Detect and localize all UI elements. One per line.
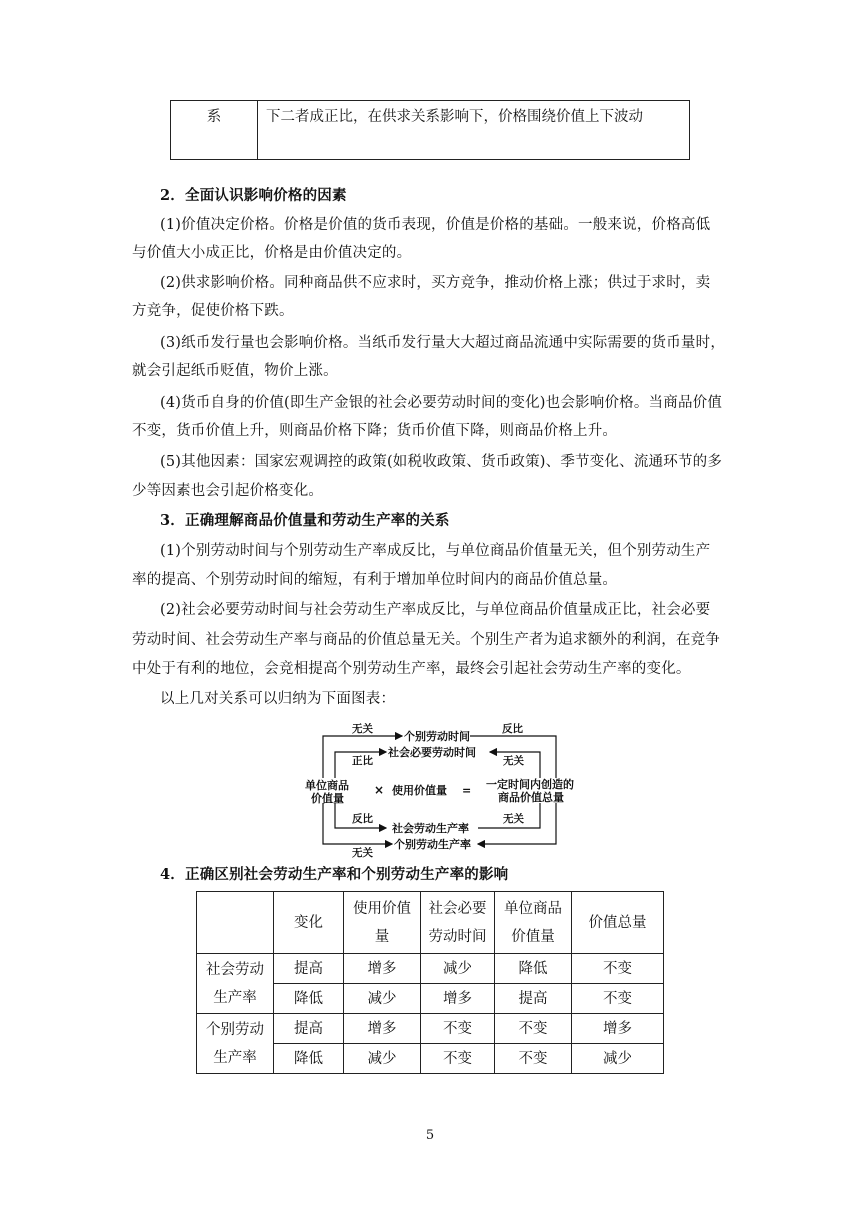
diagram-label-fanbi: 反比 bbox=[352, 813, 373, 825]
paragraph-line: 中处于有利的地位，会竞相提高个别劳动生产率，最终会引起社会劳动生产率的变化。 bbox=[132, 661, 691, 677]
section-heading-3: 3．正确理解商品价值量和劳动生产率的关系 bbox=[160, 512, 450, 529]
row-group-label bbox=[197, 954, 274, 1014]
group-line: 社会劳动 bbox=[206, 961, 264, 978]
paragraph-line: 方竞争，促使价格下跌。 bbox=[132, 303, 294, 319]
table-cell: 不变 bbox=[572, 954, 664, 984]
diagram-label-wuguan: 无关 bbox=[352, 847, 373, 858]
price-value-table-fragment bbox=[170, 100, 690, 160]
header-line: 社会必要 bbox=[428, 900, 487, 917]
paragraph-line: 少等因素也会引起价格变化。 bbox=[132, 483, 324, 499]
table-cell: 不变 bbox=[495, 1014, 572, 1044]
table-cell: 增多 bbox=[344, 1014, 421, 1044]
row-group-label bbox=[197, 1014, 274, 1074]
table-cell: 降低 bbox=[274, 984, 344, 1014]
diagram-unit-value-2: 价值量 bbox=[311, 792, 344, 805]
table-cell: 降低 bbox=[274, 1044, 344, 1074]
table-cell-label: 系 bbox=[171, 101, 258, 160]
paragraph-line: (1)个别劳动时间与个别劳动生产率成反比，与单位商品价值量无关，但个别劳动生产 bbox=[160, 543, 711, 559]
table-cell: 减少 bbox=[421, 954, 495, 984]
page-number: 5 bbox=[425, 1128, 435, 1143]
paragraph-line: (4)货币自身的价值(即生产金银的社会必要劳动时间的变化)也会影响价格。当商品价值 bbox=[160, 395, 723, 411]
productivity-impact-table bbox=[196, 891, 664, 1074]
header-line: 量 bbox=[374, 928, 390, 945]
paragraph-line: 以上几对关系可以归纳为下面图表： bbox=[160, 691, 396, 707]
group-line: 个别劳动 bbox=[206, 1021, 264, 1038]
table-cell: 不变 bbox=[421, 1014, 495, 1044]
group-line: 生产率 bbox=[213, 989, 257, 1006]
section-heading-2: 2．全面认识影响价格的因素 bbox=[160, 187, 347, 204]
table-cell-content: 下二者成正比，在供求关系影响下，价格围绕价值上下波动 bbox=[258, 101, 690, 160]
table-cell: 降低 bbox=[495, 954, 572, 984]
table-row bbox=[197, 954, 664, 984]
table-cell: 增多 bbox=[421, 984, 495, 1014]
paragraph-line: (5)其他因素：国家宏观调控的政策(如税收政策、货币政策)、季节变化、流通环节的多 bbox=[160, 454, 723, 470]
paragraph-line: (3)纸币发行量也会影响价格。当纸币发行量大大超过商品流通中实际需要的货币量时， bbox=[160, 335, 726, 351]
paragraph-line: 劳动时间、社会劳动生产率与商品的价值总量无关。个别生产者为追求额外的利润，在竞争 bbox=[132, 632, 720, 648]
table-cell: 不变 bbox=[495, 1044, 572, 1074]
paragraph-line: (2)供求影响价格。同种商品供不应求时，买方竞争，推动价格上涨；供过于求时，卖 bbox=[160, 275, 711, 291]
group-line: 生产率 bbox=[213, 1049, 257, 1066]
diagram-social-prod: 社会劳动生产率 bbox=[392, 822, 469, 835]
relationship-diagram bbox=[300, 718, 600, 858]
table-cell: 增多 bbox=[344, 954, 421, 984]
paragraph-line: 与价值大小成正比，价格是由价值决定的。 bbox=[132, 245, 412, 261]
diagram-label-wuguan: 无关 bbox=[352, 723, 373, 735]
header-line: 劳动时间 bbox=[428, 928, 487, 945]
diagram-indiv-prod: 个别劳动生产率 bbox=[394, 838, 471, 851]
table-header bbox=[344, 892, 421, 954]
table-cell: 减少 bbox=[344, 1044, 421, 1074]
table-cell: 减少 bbox=[344, 984, 421, 1014]
diagram-social-time: 社会必要劳动时间 bbox=[388, 746, 476, 759]
table-row bbox=[197, 1014, 664, 1044]
diagram-label-wuguan: 无关 bbox=[503, 755, 524, 767]
table-cell: 提高 bbox=[274, 954, 344, 984]
paragraph-line: (2)社会必要劳动时间与社会劳动生产率成反比，与单位商品价值量成正比，社会必要 bbox=[160, 602, 711, 618]
table-header bbox=[495, 892, 572, 954]
header-line: 单位商品 bbox=[504, 900, 562, 917]
header-line: 价值量 bbox=[511, 928, 555, 945]
paragraph-line: 不变，货币价值上升，则商品价格下降；货币价值下降，则商品价格上升。 bbox=[132, 423, 618, 439]
table-cell: 提高 bbox=[274, 1014, 344, 1044]
diagram-use-value: 使用价值量 bbox=[392, 784, 447, 797]
paragraph-line: 就会引起纸币贬值，物价上涨。 bbox=[132, 363, 338, 379]
table-header: 变化 bbox=[274, 892, 344, 954]
diagram-unit-value-1: 单位商品 bbox=[305, 779, 349, 792]
table-cell: 不变 bbox=[421, 1044, 495, 1074]
table-header bbox=[421, 892, 495, 954]
table-cell: 不变 bbox=[572, 984, 664, 1014]
diagram-label-wuguan: 无关 bbox=[503, 813, 524, 825]
table-cell: 减少 bbox=[572, 1044, 664, 1074]
diagram-label-zhengbi: 正比 bbox=[352, 755, 373, 767]
diagram-times: × bbox=[374, 783, 385, 797]
section-heading-4: 4．正确区别社会劳动生产率和个别劳动生产率的影响 bbox=[160, 866, 509, 883]
diagram-indiv-time: 个别劳动时间 bbox=[404, 730, 470, 743]
table-cell: 提高 bbox=[495, 984, 572, 1014]
diagram-total-2: 商品价值总量 bbox=[498, 791, 564, 804]
table-header-empty bbox=[197, 892, 274, 954]
diagram-equals: = bbox=[462, 784, 472, 797]
paragraph-line: 率的提高、个别劳动时间的缩短，有利于增加单位时间内的商品价值总量。 bbox=[132, 572, 618, 588]
table-cell: 增多 bbox=[572, 1014, 664, 1044]
table-header: 价值总量 bbox=[572, 892, 664, 954]
diagram-label-fanbi: 反比 bbox=[502, 723, 523, 735]
paragraph-line: (1)价值决定价格。价格是价值的货币表现，价值是价格的基础。一般来说，价格高低 bbox=[160, 217, 711, 233]
header-line: 使用价值 bbox=[353, 900, 411, 917]
diagram-total-1: 一定时间内创造的 bbox=[486, 778, 574, 791]
